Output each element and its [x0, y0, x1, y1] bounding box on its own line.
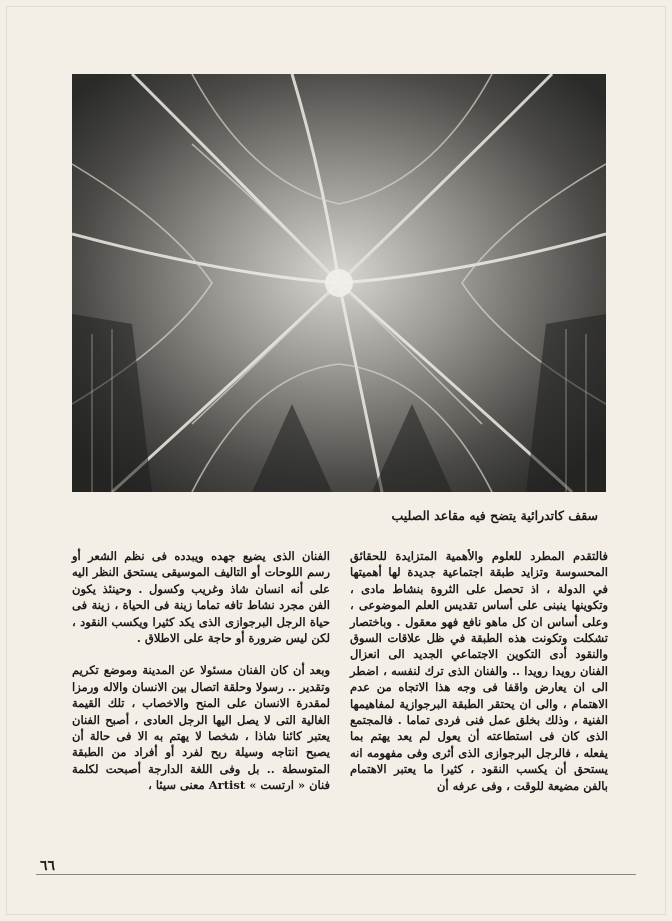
page-number: ٦٦ [40, 858, 56, 874]
photo-caption: سقف كاتدرائية يتضح فيه مقاعد الصليب [391, 508, 598, 523]
paragraph: وبعد أن كان الفنان مسئولا عن المدينة وموضع تكريم وتقدير .. رسولا وحلقة اتصال بين الانسان والاله ورمزا لمقدرة الانسان على المنح والاخصاب ، تلك القيمة الغالية التى لا يصل اليها الرجل العادى ، أصبح الفنان يعتبر كائنا شاذا ، شخصا لا يهتم به الا فى حالة أن يصبح انتاجه وسيلة ربح لفرد أو أفراد من الطبقة المتوسطة .. بل وفى اللغة الدارجة أصبحت لكلمة فنان « ارتست » Artist معنى سيئا ، [72, 663, 330, 793]
text-column-left [72, 548, 330, 794]
paragraph: فالتقدم المطرد للعلوم والأهمية المتزايدة للحقائق المحسوسة وتزايد طبقة اجتماعية جديدة لها أهميتها في الدولة ، اذ تحصل على الثروة بنشاط مادى ، وتكوينها ينبنى على أساس تقديس العلم الموضوعى ، وعلى أساس ان كل ماهو نافع فهو معقول . وباختصار تشكلت وتكونت هذه الطبقة في ظل علاقات السوق والنقود أدى التكوين الاجتماعي الجديد الى انعزال الفنان رويدا رويدا .. والفنان الذى ترك لنفسه ، اضطر الى ان يعارض واقفا فى وجه هذا الاتجاه من عدم الاهتمام ، والى ان يحتقر الطبقة البرجوازية لمفاهيمها الفنية ، وذلك بخلق عمل فنى فردى تماما . فالمجتمع الذى كان فى استطاعته أن يعول لم يعد يهتم بما يفعله ، فالرجل البرجوازى الذى أثرى وفى مفهومه انه يستحق أن يكسب النقود ، كثيرا ما يعتبر الاهتمام بالفن مضيعة للوقت ، وفى عرفه أن [350, 549, 608, 793]
paragraph: الفنان الذى يضيع جهده ويبدده فى نظم الشعر أو رسم اللوحات أو التاليف الموسيقى يستحق النظر اليه على أنه انسان شاذ وغريب وكسول . وحينئذ يكون الفن مجرد نشاط تافه تماما زينة فى الحياة ، زينة فى حياة الرجل البرجوازى الذى يكد كثيرا ويكسب النقود ، لكن ليس ضرورة أو حاجة على الاطلاق . [72, 549, 330, 646]
cathedral-vault-photo [72, 74, 606, 492]
text-column-right [350, 548, 608, 794]
vault-illustration [72, 74, 606, 492]
page-divider [36, 874, 636, 875]
